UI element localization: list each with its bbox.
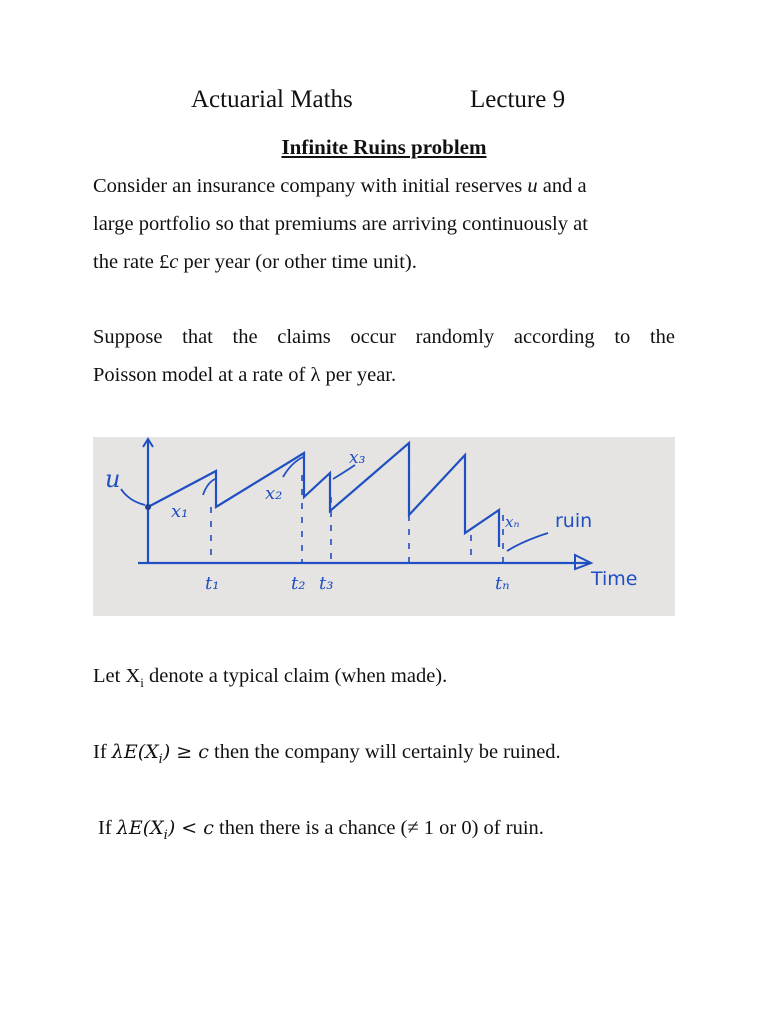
label-x1: x₁	[171, 501, 189, 522]
sketch-svg	[93, 437, 675, 616]
var-u: u	[527, 175, 538, 197]
lecture-number: Lecture 9	[470, 86, 566, 113]
certain-ruin-condition: If $\lambda E(X_i) \ge c$ then the company will certainly be ruined.	[93, 741, 561, 767]
label-t1: t₁	[205, 573, 220, 594]
label-t2: t₂	[291, 573, 306, 594]
poisson-paragraph	[93, 318, 675, 394]
section-title: Infinite Ruins problem	[281, 135, 487, 159]
label-u: u	[105, 465, 121, 493]
label-ruin: ruin	[555, 510, 593, 532]
poisson-line-1: Suppose that the claims occur randomly according to the	[93, 326, 675, 348]
page-header	[0, 86, 768, 120]
start-point	[145, 504, 151, 510]
intro-line-1: Consider an insurance company with initial reserves u and a	[93, 175, 587, 197]
label-t3: t₃	[319, 573, 334, 594]
poisson-line-2: Poisson model at a rate of λ per year.	[93, 364, 397, 386]
ruin-process-sketch	[93, 437, 675, 616]
condition-formula-ge: $\lambda E(X_i) \ge c$	[111, 741, 209, 767]
label-time: Time	[591, 568, 638, 590]
label-x3: x₃	[349, 448, 366, 468]
condition-formula-lt: $\lambda E(X_i) < c$	[116, 817, 214, 843]
course-title: Actuarial Maths	[191, 86, 353, 113]
intro-line-2: large portfolio so that premiums are arriving continuously at	[93, 213, 588, 235]
intro-paragraph	[93, 167, 675, 281]
label-x2: x₂	[265, 483, 283, 504]
intro-line-3: the rate £c per year (or other time unit).	[93, 251, 417, 273]
label-tn: tₙ	[495, 573, 510, 594]
label-xn: xₙ	[505, 513, 520, 531]
chance-of-ruin-condition: If $\lambda E(X_i) < c$ then there is a chance (≠ 1 or 0) of ruin.	[98, 817, 544, 843]
var-c: c	[169, 251, 179, 273]
claim-definition: Let $X_i$ denote a typical claim (when made).	[93, 665, 448, 691]
